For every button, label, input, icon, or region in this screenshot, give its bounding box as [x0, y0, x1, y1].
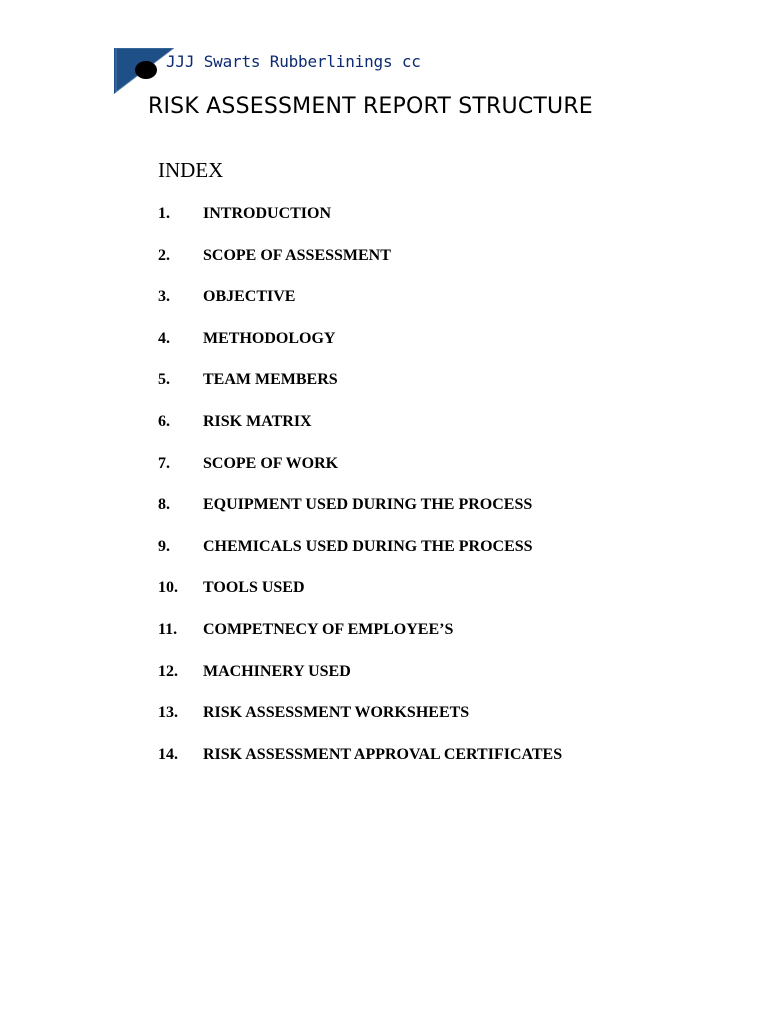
toc-item-number: 2. — [158, 246, 170, 264]
index-heading: INDEX — [158, 158, 224, 182]
toc-item-number: 5. — [158, 371, 170, 389]
company-name: JJJ Swarts Rubberlinings cc — [166, 52, 421, 71]
toc-item-number: 1. — [158, 205, 170, 222]
toc-item-number: 3. — [158, 288, 170, 306]
toc-item-label: EQUIPMENT USED DURING THE PROCESS — [203, 496, 533, 514]
toc-item-label: RISK ASSESSMENT WORKSHEETS — [203, 704, 470, 722]
toc-item-number: 11. — [158, 620, 178, 638]
report-title: RISK ASSESSMENT REPORT STRUCTURE — [148, 94, 593, 119]
toc-item-label: TOOLS USED — [203, 579, 305, 597]
toc-item-label: MACHINERY USED — [203, 662, 351, 680]
toc-item-label: SCOPE OF WORK — [203, 454, 339, 472]
toc-item-number: 12. — [158, 662, 178, 680]
toc-item-number: 8. — [158, 496, 170, 514]
company-logo-icon — [114, 48, 174, 94]
toc-item-number: 10. — [158, 579, 178, 597]
toc-item-label: CHEMICALS USED DURING THE PROCESS — [203, 537, 533, 555]
toc-item-number: 7. — [158, 454, 170, 472]
toc-item-label: RISK ASSESSMENT APPROVAL CERTIFICATES — [203, 745, 563, 763]
toc-item-label: COMPETNECY OF EMPLOYEE’S — [203, 620, 454, 638]
toc-item-label: METHODOLOGY — [203, 329, 336, 347]
toc-item-number: 6. — [158, 412, 170, 430]
toc-item-label: OBJECTIVE — [203, 288, 296, 306]
letterhead — [114, 48, 474, 94]
toc-item-label: RISK MATRIX — [203, 412, 312, 430]
toc-item-number: 13. — [158, 704, 178, 722]
toc-item-number: 14. — [158, 745, 178, 763]
toc-item-label: SCOPE OF ASSESSMENT — [203, 246, 391, 264]
toc-item-number: 9. — [158, 537, 170, 555]
toc-item-label: INTRODUCTION — [203, 205, 332, 222]
toc-item-label: TEAM MEMBERS — [203, 371, 338, 389]
toc-item-number: 4. — [158, 329, 170, 347]
